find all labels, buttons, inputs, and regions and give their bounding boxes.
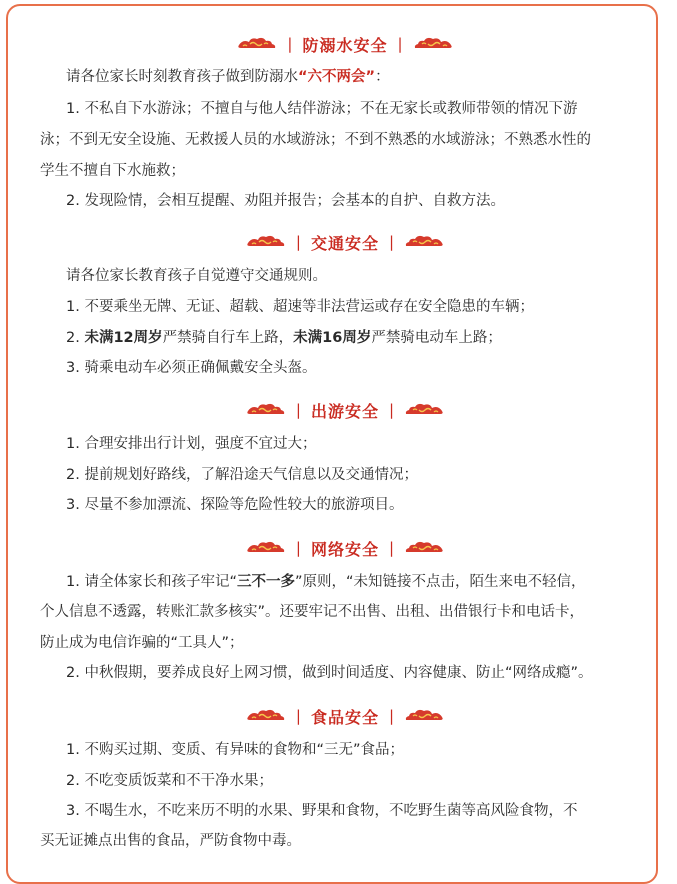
heading-divider: | (389, 232, 395, 251)
cloud-icon (404, 707, 444, 725)
paragraph-line: 买无证摊点出售的食品，严防食物中毒。 (40, 833, 301, 849)
paragraph-line: 3. 不喝生水，不吃来历不明的水果、野果和食物，不吃野生菌等高风险食物，不 (66, 803, 578, 819)
heading-divider: | (295, 400, 301, 419)
paragraph-line: 2. 未满12周岁严禁骑自行车上路，未满16周岁严禁骑电动车上路； (66, 330, 502, 346)
paragraph-line: 2. 不吃变质饭菜和不干净水果； (66, 773, 273, 789)
paragraph-line: 1. 请全体家长和孩子牢记“三不一多”原则，“未知链接不点击，陌生来电不轻信， (66, 574, 586, 590)
paragraph-line: 1. 合理安排出行计划，强度不宜过大； (66, 436, 317, 452)
paragraph-line: 防止成为电信诈骗的“工具人”； (40, 635, 244, 651)
bold-text: 未满16周岁 (293, 330, 372, 346)
paragraph-line: 请各位家长时刻教育孩子做到防溺水“六不两会”： (66, 69, 390, 85)
section-title: 交通安全 (310, 233, 379, 253)
section-heading-food (40, 702, 650, 730)
bold-text: 三不一多 (236, 574, 295, 590)
heading-divider: | (397, 34, 403, 53)
heading-divider: | (389, 538, 395, 557)
paragraph-line: 2. 发现险情，会相互提醒、劝阻并报告；会基本的自护、自救方法。 (66, 193, 505, 209)
cloud-icon (246, 233, 286, 251)
cloud-icon (413, 35, 453, 53)
bold-text: 未满12周岁 (84, 330, 163, 346)
section-title: 防溺水安全 (302, 35, 388, 55)
paragraph-line: 学生不擅自下水施救； (40, 163, 185, 179)
paragraph-line: 泳；不到无安全设施、无救援人员的水域游泳；不到不熟悉的水域游泳；不熟悉水性的 (40, 132, 591, 148)
section-title: 网络安全 (310, 539, 379, 559)
heading-divider: | (389, 400, 395, 419)
heading-divider: | (389, 706, 395, 725)
emphasis-text: “六不两会” (298, 69, 376, 85)
cloud-icon (246, 539, 286, 557)
heading-divider: | (287, 34, 293, 53)
section-heading-drowning (40, 30, 650, 58)
cloud-icon (404, 401, 444, 419)
cloud-icon (404, 539, 444, 557)
section-title: 食品安全 (310, 707, 379, 727)
cloud-icon (237, 35, 277, 53)
paragraph-line: 3. 骑乘电动车必须正确佩戴安全头盔。 (66, 360, 317, 376)
cloud-icon (404, 233, 444, 251)
paragraph-line: 请各位家长教育孩子自觉遵守交通规则。 (66, 268, 327, 284)
paragraph-line: 1. 不要乘坐无牌、无证、超载、超速等非法营运或存在安全隐患的车辆； (66, 299, 534, 315)
heading-divider: | (295, 232, 301, 251)
cloud-icon (246, 401, 286, 419)
section-heading-travel (40, 396, 650, 424)
paragraph-line: 个人信息不透露，转账汇款多核实”。还要牢记不出售、出租、出借银行卡和电话卡， (40, 604, 585, 620)
paragraph-line: 3. 尽量不参加漂流、探险等危险性较大的旅游项目。 (66, 497, 404, 513)
paragraph-line: 2. 中秋假期，要养成良好上网习惯，做到时间适度、内容健康、防止“网络成瘾”。 (66, 665, 593, 681)
section-title: 出游安全 (310, 401, 379, 421)
section-heading-network (40, 534, 650, 562)
heading-divider: | (295, 706, 301, 725)
paragraph-line: 1. 不购买过期、变质、有异味的食物和“三无”食品； (66, 742, 404, 758)
paragraph-line: 2. 提前规划好路线，了解沿途天气信息以及交通情况； (66, 467, 418, 483)
paragraph-line: 1. 不私自下水游泳；不擅自与他人结伴游泳；不在无家长或教师带领的情况下游 (66, 101, 578, 117)
heading-divider: | (295, 538, 301, 557)
section-heading-traffic (40, 228, 650, 256)
cloud-icon (246, 707, 286, 725)
